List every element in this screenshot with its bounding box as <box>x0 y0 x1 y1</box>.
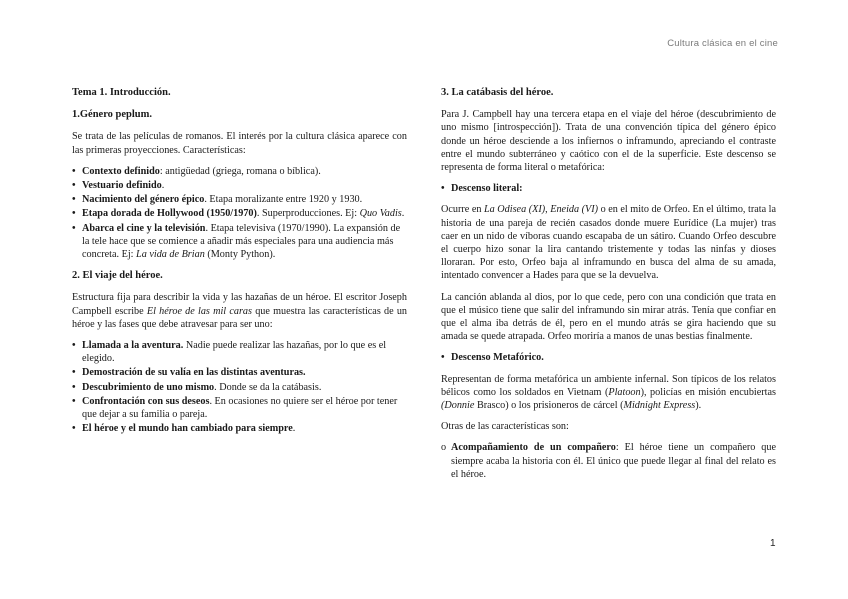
list-item: • Abarca el cine y la televisión. Etapa televisiva (1970/1990). La expansión de la tele hace que se comience a añadir más especiales para una audiencia más concreta. Ej: La vida de Brian (Monty Python). <box>72 222 407 262</box>
other-characteristics-intro: Otras de las características son: <box>441 421 569 433</box>
list-item: • Contexto definido: antigüedad (griega, romana o bíblica). <box>72 165 407 178</box>
metaphoric-descent-heading <box>441 351 776 364</box>
list-item: • Descubrimiento de uno mismo. Donde se da la catábasis. <box>72 381 407 394</box>
page-number: 1 <box>770 538 776 549</box>
list-item: • Descenso literal: <box>441 182 776 195</box>
metaphoric-descent-paragraph: Representan de forma metafórica un ambiente infernal. Son típicos de los relatos bélicos como los soldados en Vietnam (Platoon), policías en misión encubiertas (Donnie Brasco) o los prisioneros de cárcel (Midnight Express). <box>441 373 776 412</box>
section-1-title: Tema 1. Introducción. <box>72 87 171 98</box>
literal-descent-paragraph-1: Ocurre en La Odisea (XI), Eneida (VI) o en el mito de Orfeo. En el último, trata la historia de una pareja de recién casados donde muere Eurídice (La mujer) tras caer en un nido de víboras cuando escapaba de un sátiro. Cuando Orfeo descubre el cuerpo hizo sonar la lira cantando tristemente y todas las ninfas y dioses lloraran. Por esto, Orfeo baja al inframundo en busca del alma de su amada, intentado convencer a Hades para que se la devuelva. <box>441 204 776 282</box>
section-1-subtitle: 1.Género peplum. <box>72 109 153 121</box>
section-3-title: 3. La catábasis del héroe. <box>441 87 554 98</box>
other-characteristics-list <box>441 441 776 481</box>
list-item: • Demostración de su valía en las distintas aventuras. <box>72 366 407 379</box>
running-header: Cultura clásica en el cine <box>667 38 778 49</box>
section-1-intro: Se trata de las películas de romanos. El interés por la cultura clásica aparece con las primeras proyecciones. Características: <box>72 131 407 156</box>
list-item: • Etapa dorada de Hollywood (1950/1970). Superproducciones. Ej: Quo Vadis. <box>72 207 407 220</box>
literal-descent-paragraph-2: La canción ablanda al dios, por lo que cede, pero con una condición que trata en que el músico tiene que salir del inframundo sin mirar atrás. Tenía que confiar en que el alma iba detrás de él, pero en el mundo atrás se gira haciendo que su amada se quede atrapada. Orfeo moriría a manos de unas bestias finalmente. <box>441 291 776 343</box>
list-item: o Acompañamiento de un compañero: El héroe tiene un compañero que siempre acaba la historia con él. El único que puede llegar al final del relato es el héroe. <box>441 441 776 481</box>
peplum-characteristics-list <box>72 165 407 261</box>
section-2-title: 2. El viaje del héroe. <box>72 270 163 282</box>
right-column <box>441 86 776 481</box>
left-column <box>72 86 407 443</box>
section-2-intro: Estructura fija para describir la vida y las hazañas de un héroe. El escritor Joseph Campbell escribe El héroe de las mil caras que muestra las características de un héroe y las fases que debe atravesar para ser uno: <box>72 292 408 330</box>
list-item: • El héroe y el mundo han cambiado para siempre. <box>72 422 407 435</box>
hero-journey-list <box>72 339 407 435</box>
list-item: • Descenso Metafórico. <box>441 351 776 364</box>
list-item: • Confrontación con sus deseos. En ocasiones no quiere ser el héroe por tener que dejar a su familia o pareja. <box>72 395 407 421</box>
literal-descent-heading <box>441 182 776 195</box>
list-item: • Llamada a la aventura. Nadie puede realizar las hazañas, por lo que es el elegido. <box>72 339 407 365</box>
list-item: • Vestuario definido. <box>72 179 407 192</box>
section-3-intro: Para J. Campbell hay una tercera etapa en el viaje del héroe (descubrimiento de uno mismo [introspección]). Trata de una convención típica del género épico donde un héroe desciende a los infiernos o inframundo, apreciando el contraste entre el mundo subterráneo y caótico con el de la superficie. Este descenso se representa de forma literal o metafórica: <box>441 109 776 174</box>
list-item: • Nacimiento del género épico. Etapa moralizante entre 1920 y 1930. <box>72 193 407 206</box>
